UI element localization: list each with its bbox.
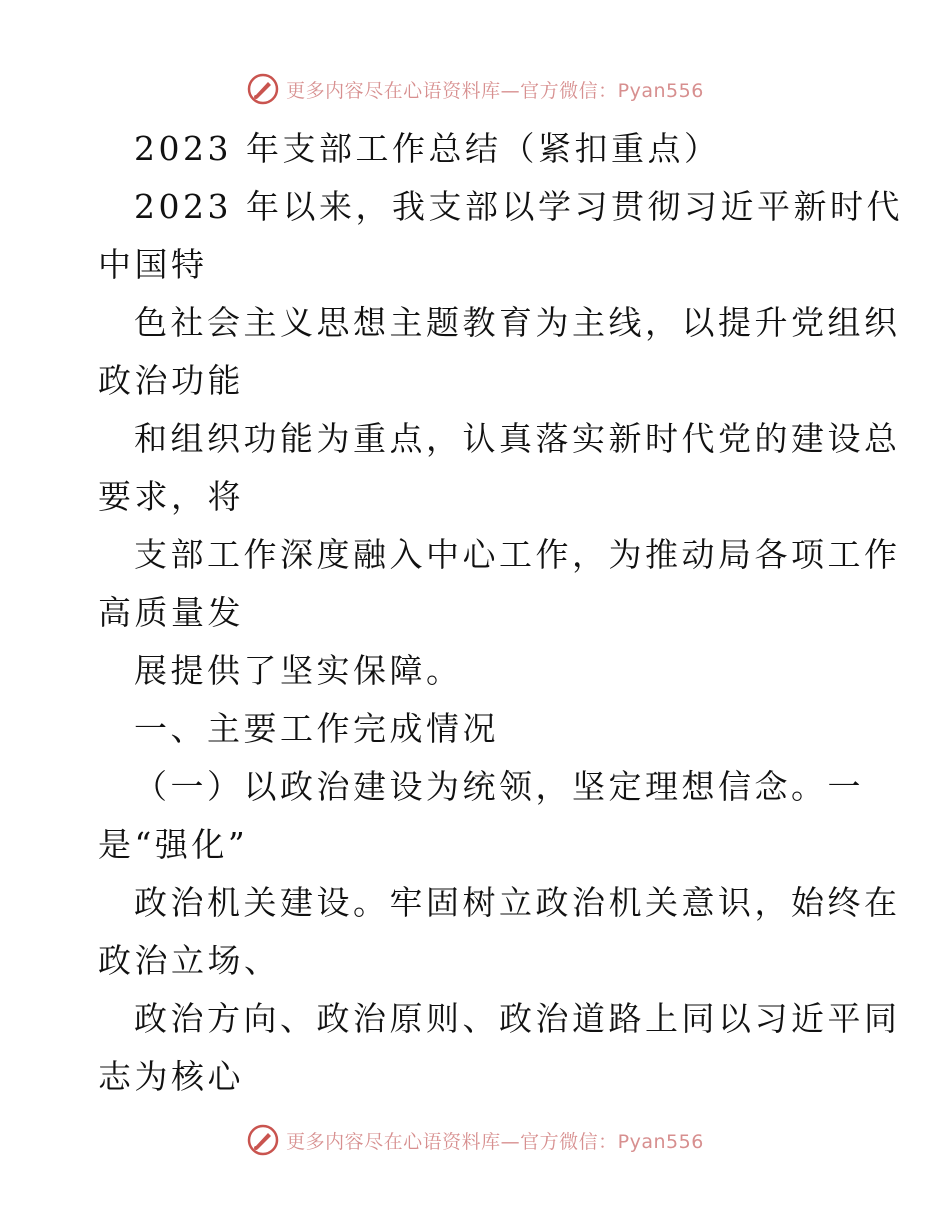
text-line: 政治功能 bbox=[98, 361, 244, 400]
text-line: 一、主要工作完成情况 bbox=[134, 709, 499, 748]
watermark-footer bbox=[0, 1122, 950, 1158]
text-line: 政治立场、 bbox=[98, 941, 281, 980]
text-line: （一）以政治建设为统领，坚定理想信念。一 bbox=[134, 767, 864, 806]
text-line: 志为核心 bbox=[98, 1057, 244, 1096]
watermark-text: 更多内容尽在心语资料库—官方微信：Pyan556 bbox=[286, 1130, 704, 1153]
text-line: 是“强化” bbox=[98, 825, 249, 864]
text-line: 政治机关建设。牢固树立政治机关意识，始终在 bbox=[134, 883, 901, 922]
text-line: 中国特 bbox=[98, 245, 208, 284]
pen-nib-circle-icon bbox=[246, 72, 280, 106]
pen-nib-circle-icon bbox=[246, 1123, 280, 1157]
document-body bbox=[98, 120, 903, 1106]
text-line: 和组织功能为重点，认真落实新时代党的建设总 bbox=[134, 419, 901, 458]
text-line: 政治方向、政治原则、政治道路上同以习近平同 bbox=[134, 999, 901, 1038]
text-line: 2023 年以来，我支部以学习贯彻习近平新时代 bbox=[134, 187, 903, 226]
document-title: 2023 年支部工作总结（紧扣重点） bbox=[134, 129, 721, 168]
text-line: 支部工作深度融入中心工作，为推动局各项工作 bbox=[134, 535, 901, 574]
text-line: 要求，将 bbox=[98, 477, 244, 516]
watermark-text: 更多内容尽在心语资料库—官方微信：Pyan556 bbox=[286, 79, 704, 102]
text-line: 展提供了坚实保障。 bbox=[134, 651, 463, 690]
text-line: 高质量发 bbox=[98, 593, 244, 632]
watermark-header bbox=[0, 71, 950, 107]
text-line: 色社会主义思想主题教育为主线，以提升党组织 bbox=[134, 303, 901, 342]
